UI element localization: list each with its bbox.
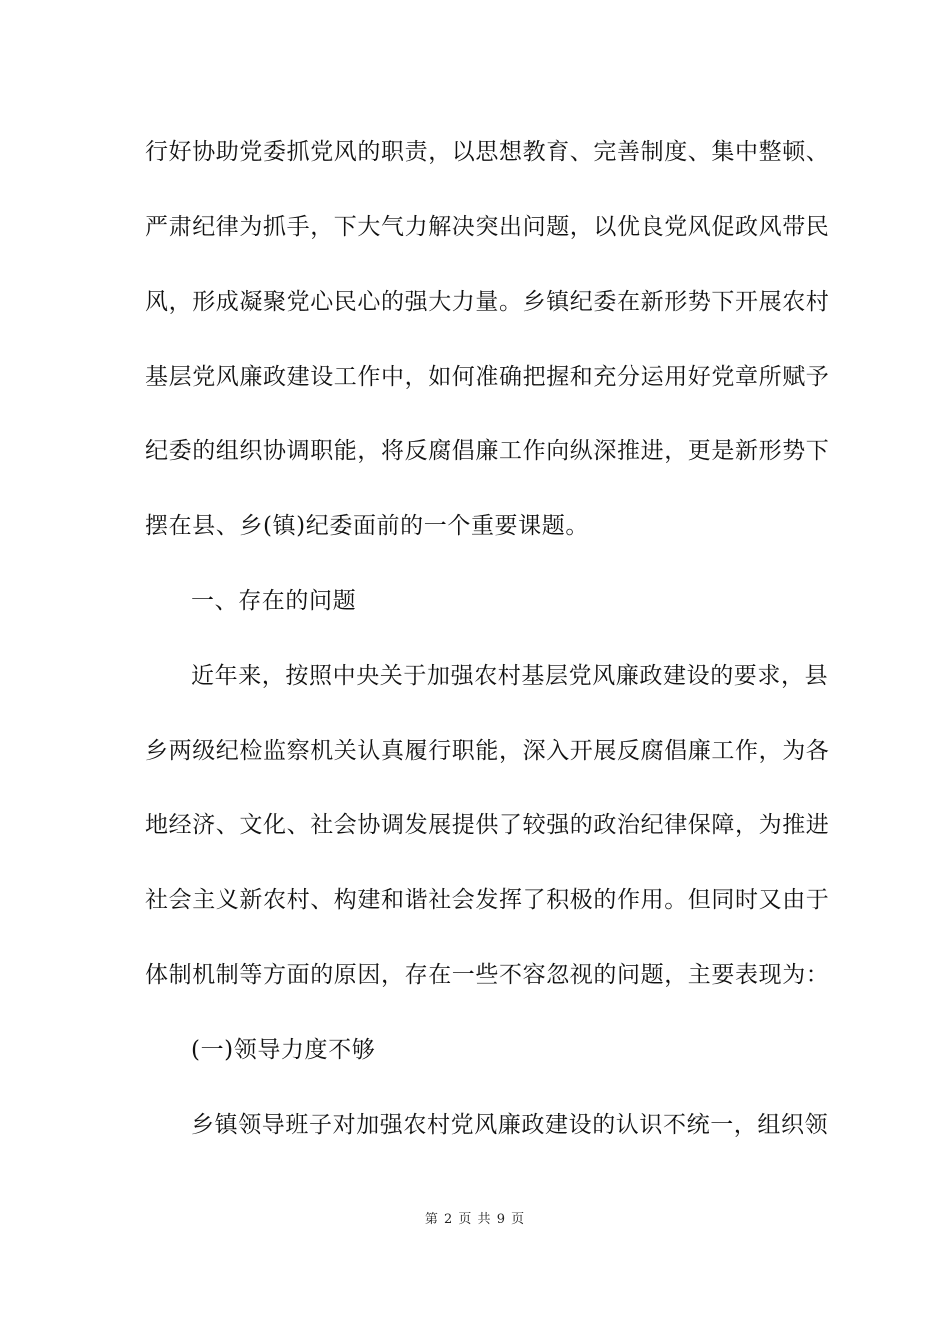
page-footer: 第 2 页 共 9 页 xyxy=(424,1212,526,1227)
paragraph-line: 地经济、文化、社会协调发展提供了较强的政治纪律保障，为推进 xyxy=(145,812,830,838)
paragraph-line: 社会主义新农村、构建和谐社会发挥了积极的作用。但同时又由于 xyxy=(145,887,830,913)
paragraph-line: 风，形成凝聚党心民心的强大力量。乡镇纪委在新形势下开展农村 xyxy=(145,289,830,315)
paragraph-line: 体制机制等方面的原因，存在一些不容忽视的问题，主要表现为： xyxy=(145,962,830,988)
paragraph-line: 乡镇领导班子对加强农村党风廉政建设的认识不统一，组织领 xyxy=(191,1112,829,1138)
paragraph-line: 纪委的组织协调职能，将反腐倡廉工作向纵深推进，更是新形势下 xyxy=(145,438,830,464)
paragraph-line: 基层党风廉政建设工作中，如何准确把握和充分运用好党章所赋予 xyxy=(145,364,830,390)
paragraph-line: 近年来，按照中央关于加强农村基层党风廉政建设的要求，县 xyxy=(191,663,829,689)
subsection-heading: (一)领导力度不够 xyxy=(191,1037,376,1063)
paragraph-line: 行好协助党委抓党风的职责，以思想教育、完善制度、集中整顿、 xyxy=(145,139,830,165)
section-heading: 一、存在的问题 xyxy=(191,588,357,614)
paragraph-line: 乡两级纪检监察机关认真履行职能，深入开展反腐倡廉工作，为各 xyxy=(145,738,830,764)
paragraph-line: 摆在县、乡(镇)纪委面前的一个重要课题。 xyxy=(145,513,589,539)
paragraph-line: 严肃纪律为抓手，下大气力解决突出问题，以优良党风促政风带民 xyxy=(145,214,830,240)
